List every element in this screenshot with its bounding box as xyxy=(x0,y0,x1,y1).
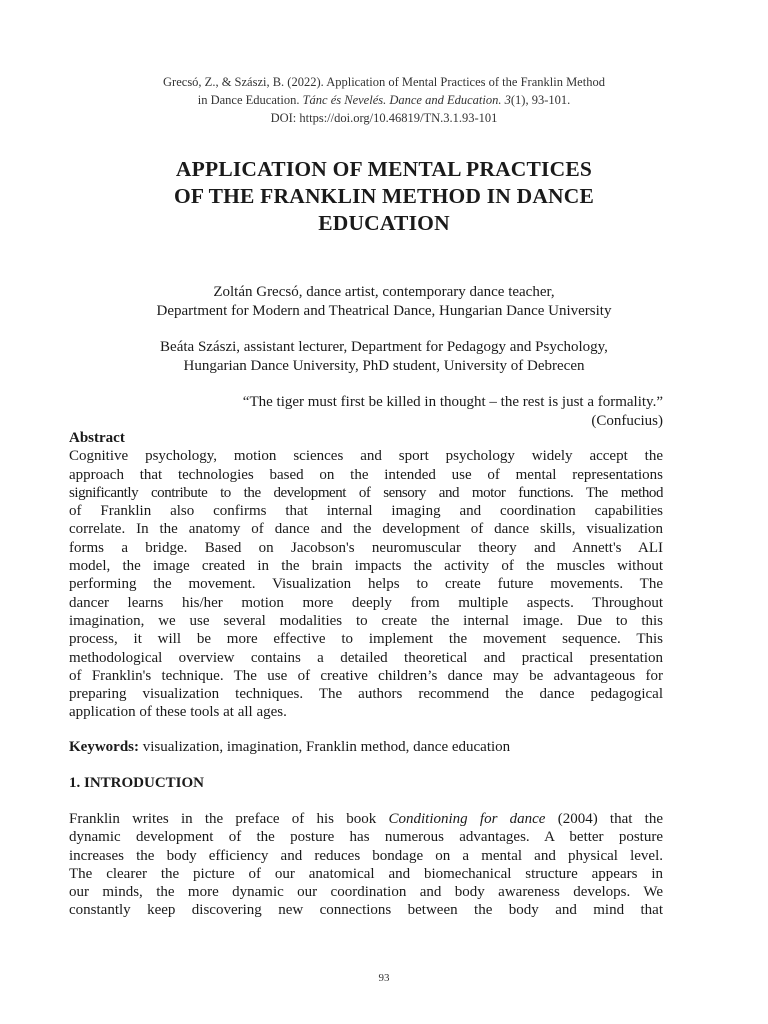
author-block-1 xyxy=(60,283,708,321)
keywords-line xyxy=(69,738,663,756)
author-2-affiliation: Hungarian Dance University, PhD student, University of Debrecen xyxy=(183,358,585,374)
citation-issue-pages: (1), 93-101. xyxy=(510,93,571,107)
abstract-section xyxy=(69,429,663,722)
abstract-line: model, the image created in the brain impacts the activity of the muscles without xyxy=(69,558,663,575)
author-2-name: Beáta Szászi, assistant lecturer, Department for Pedagogy and Psychology, xyxy=(160,339,608,355)
epigraph xyxy=(243,393,663,431)
citation-journal-prefix: in Dance Education. xyxy=(197,93,303,107)
citation-line-1: Grecsó, Z., & Szászi, B. (2022). Application of Mental Practices of the Franklin Method xyxy=(163,75,605,89)
abstract-line: Cognitive psychology, motion sciences and sport psychology widely accept the xyxy=(69,448,663,465)
intro-line: The clearer the picture of our anatomical and biomechanical structure appears in xyxy=(69,865,663,882)
intro-line: constantly keep discovering new connections between the body and mind that xyxy=(69,902,663,919)
epigraph-attribution: (Confucius) xyxy=(591,413,663,429)
introduction-paragraph xyxy=(69,810,663,920)
abstract-line: dancer learns his/her motion more deeply from multiple aspects. Throughout xyxy=(69,594,663,611)
paper-title xyxy=(80,156,688,237)
abstract-line: significantly contribute to the development of sensory and motor functions. The method xyxy=(69,484,663,501)
section-heading-introduction: 1. INTRODUCTION xyxy=(69,775,205,791)
intro-line: dynamic development of the posture has numerous advantages. A better posture xyxy=(69,829,663,846)
abstract-line: correlate. In the anatomy of dance and the development of dance skills, visualization xyxy=(69,521,663,538)
author-block-2 xyxy=(60,338,708,376)
citation-line-2 xyxy=(100,91,668,109)
title-line-2: OF THE FRANKLIN METHOD IN DANCE xyxy=(173,184,595,208)
abstract-line: methodological overview contains a detailed theoretical and practical presentation xyxy=(69,649,663,666)
citation-header xyxy=(100,73,668,127)
keywords-label: Keywords: xyxy=(69,739,139,755)
abstract-heading: Abstract xyxy=(69,430,125,446)
abstract-line: process, it will be more effective to implement the movement sequence. This xyxy=(69,631,663,648)
citation-journal-name: Tánc és Nevelés. Dance and Education. xyxy=(302,93,502,107)
abstract-line: application of these tools at all ages. xyxy=(69,704,287,721)
abstract-line: forms a bridge. Based on Jacobson's neuromuscular theory and Annett's ALI xyxy=(69,539,663,556)
intro-line xyxy=(69,810,663,828)
title-line-3: EDUCATION xyxy=(318,211,450,235)
intro-line-1-start: Franklin writes in the preface of his book xyxy=(69,811,389,827)
abstract-line: preparing visualization techniques. The authors recommend the dance pedagogical xyxy=(69,686,663,703)
abstract-line: performing the movement. Visualization helps to create future movements. The xyxy=(69,576,663,593)
citation-volume: 3 xyxy=(501,93,511,107)
abstract-line: of Franklin's technique. The use of creative children’s dance may be advantageous for xyxy=(69,667,663,684)
abstract-line: of Franklin also confirms that internal imaging and coordination capabilities xyxy=(69,503,663,520)
intro-line: increases the body efficiency and reduces bondage on a mental and physical level. xyxy=(69,847,663,864)
author-1-name: Zoltán Grecsó, dance artist, contemporary dance teacher, xyxy=(213,284,555,300)
intro-line: our minds, the more dynamic our coordination and body awareness develops. We xyxy=(69,884,663,901)
page-number: 93 xyxy=(378,972,390,984)
author-1-affiliation: Department for Modern and Theatrical Dance, Hungarian Dance University xyxy=(156,303,612,319)
abstract-line: imagination, we use several modalities to create the internal image. Due to this xyxy=(69,612,663,629)
abstract-line: approach that technologies based on the intended use of mental representations xyxy=(69,466,663,483)
book-title: Conditioning for dance xyxy=(388,811,546,827)
keywords-text: visualization, imagination, Franklin method, dance education xyxy=(139,739,511,755)
epigraph-quote: “The tiger must first be killed in thought – the rest is just a formality.” xyxy=(242,394,663,410)
citation-doi[interactable]: DOI: https://doi.org/10.46819/TN.3.1.93-101 xyxy=(270,111,498,125)
title-line-1: APPLICATION OF MENTAL PRACTICES xyxy=(175,157,593,181)
intro-line-1-end: (2004) that the xyxy=(545,811,663,827)
